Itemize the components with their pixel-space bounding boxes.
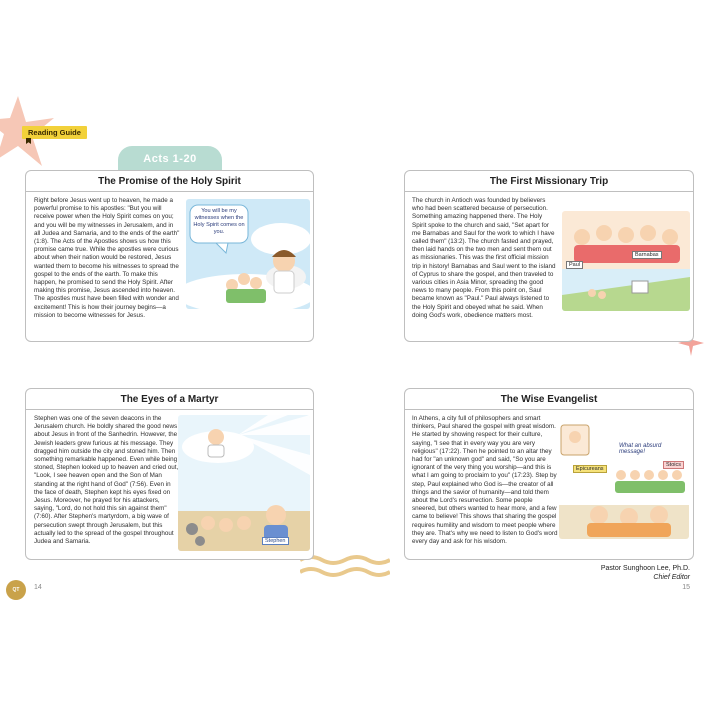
section-tab: Acts 1-20 [118,146,222,172]
card-title: The Promise of the Holy Spirit [26,171,313,192]
label-paul: Paul [566,261,583,269]
card-title: The First Missionary Trip [405,171,693,192]
illustration-ascension [186,199,310,309]
illustration-athens [559,419,689,539]
card-title: The Eyes of a Martyr [26,389,313,410]
card-wise-evangelist [404,388,694,560]
card-body-text: Stephen was one of the seven deacons in the Jerusalem church. He boldly shared the good news about Jesus in front of the Sanhedrin. However, the Jewish leaders grew furious at his message. They dragged him outside the city and stoned him. Then something remarkable happened. Even while being stoned, Stephen looked up to heaven and cried out, "Look, I see heaven open and the Son of Man standing at the right hand of God" (7:56). Even in the face of death, Stephen kept his eyes fixed on Jesus. Moreover, he prayed for his attackers, saying, "Lord, do not hold this sin against them" (7:60). After Stephen's martyrdom, a big wave of persecution swept through Jerusalem, but this actually led to the spread of the gospel throughout Judea and Samaria. [34,415,179,546]
label-epicureans: Epicureans [573,465,607,473]
speech-text: What an absurd message! [619,443,662,455]
wave-decoration-icon [300,554,390,584]
speech-bubble-text: You will be my witnesses when the Holy Spirit comes on you. [193,208,245,235]
reading-guide-label: Reading Guide [22,126,87,139]
publisher-logo-icon: QT [6,580,26,600]
illustration-mission [562,211,690,311]
illustration-stephen [178,415,310,551]
author-role: Chief Editor [653,574,690,581]
card-first-missionary-trip [404,170,694,342]
author-signature [601,564,690,582]
card-promise-holy-spirit [25,170,314,342]
label-barnabas: Barnabas [632,251,662,259]
page-number-left: 14 [34,584,42,591]
label-stephen: Stephen [262,537,289,545]
card-title: The Wise Evangelist [405,389,693,410]
label-stoics: Stoics [663,461,684,469]
author-name: Pastor Sunghoon Lee, Ph.D. [600,565,690,572]
page-number-right: 15 [682,584,690,591]
card-body-text: The church in Antioch was founded by believers who had been scattered because of persecution. Something amazing happened there. The Holy Spirit spoke to the church and said, "Set apart for me Barnabas and Saul for the work to which I have called them" (13:2). The church fasted and prayed, then laid hands on the two men and sent them out as missionaries. This was the first official mission trip in history! Barnabas and Saul went to the island of Cyprus to share the gospel, and then traveled to various cities in Asia Minor, spreading the good news to many people. From this point on, Saul became known as "Paul." Paul always listened to the Holy Spirit and obeyed what he said. When doing God's work, obedience matters most. [412,197,556,319]
card-body-text: Right before Jesus went up to heaven, he made a powerful promise to his apostles: "But you will receive power when the Holy Spirit comes on you; and you will be my witnesses in Jerusalem, and in all Judea and Samaria, and to the ends of the earth" (1:8). The Acts of the Apostles shows us how this promise came true. While the apostles were curious about when their nation would be restored, Jesus wanted them to become his witnesses to spread the gospel to the ends of the earth. To make this happen, he promised to send the Holy Spirit. After making this promise, Jesus ascended into heaven. The apostles must have been filled with wonder and excitement! This is how their journey begins—a mission to become witnesses for Jesus. [34,197,180,319]
card-body-text: In Athens, a city full of philosophers and smart thinkers, Paul shared the gospel with great wisdom. He started by showing respect for their culture, saying, "I see that in every way you are very religious" (17:22). Then he pointed to an altar they had for "an unknown god" and said, "So you are ignorant of the very thing you worship—and this is what I am going to proclaim to you" (17:23). Step by step, Paul explained who God is—the creator of all things and the savior of humanity—and told them about the Lord's resurrection. Some people sneered, but others wanted to hear more, and a few came to believe! This shows that sharing the gospel requires humility and wisdom to meet people where they are. That's why we need to listen to God's word every day and ask for his wisdom. [412,415,558,546]
card-eyes-of-a-martyr [25,388,314,560]
